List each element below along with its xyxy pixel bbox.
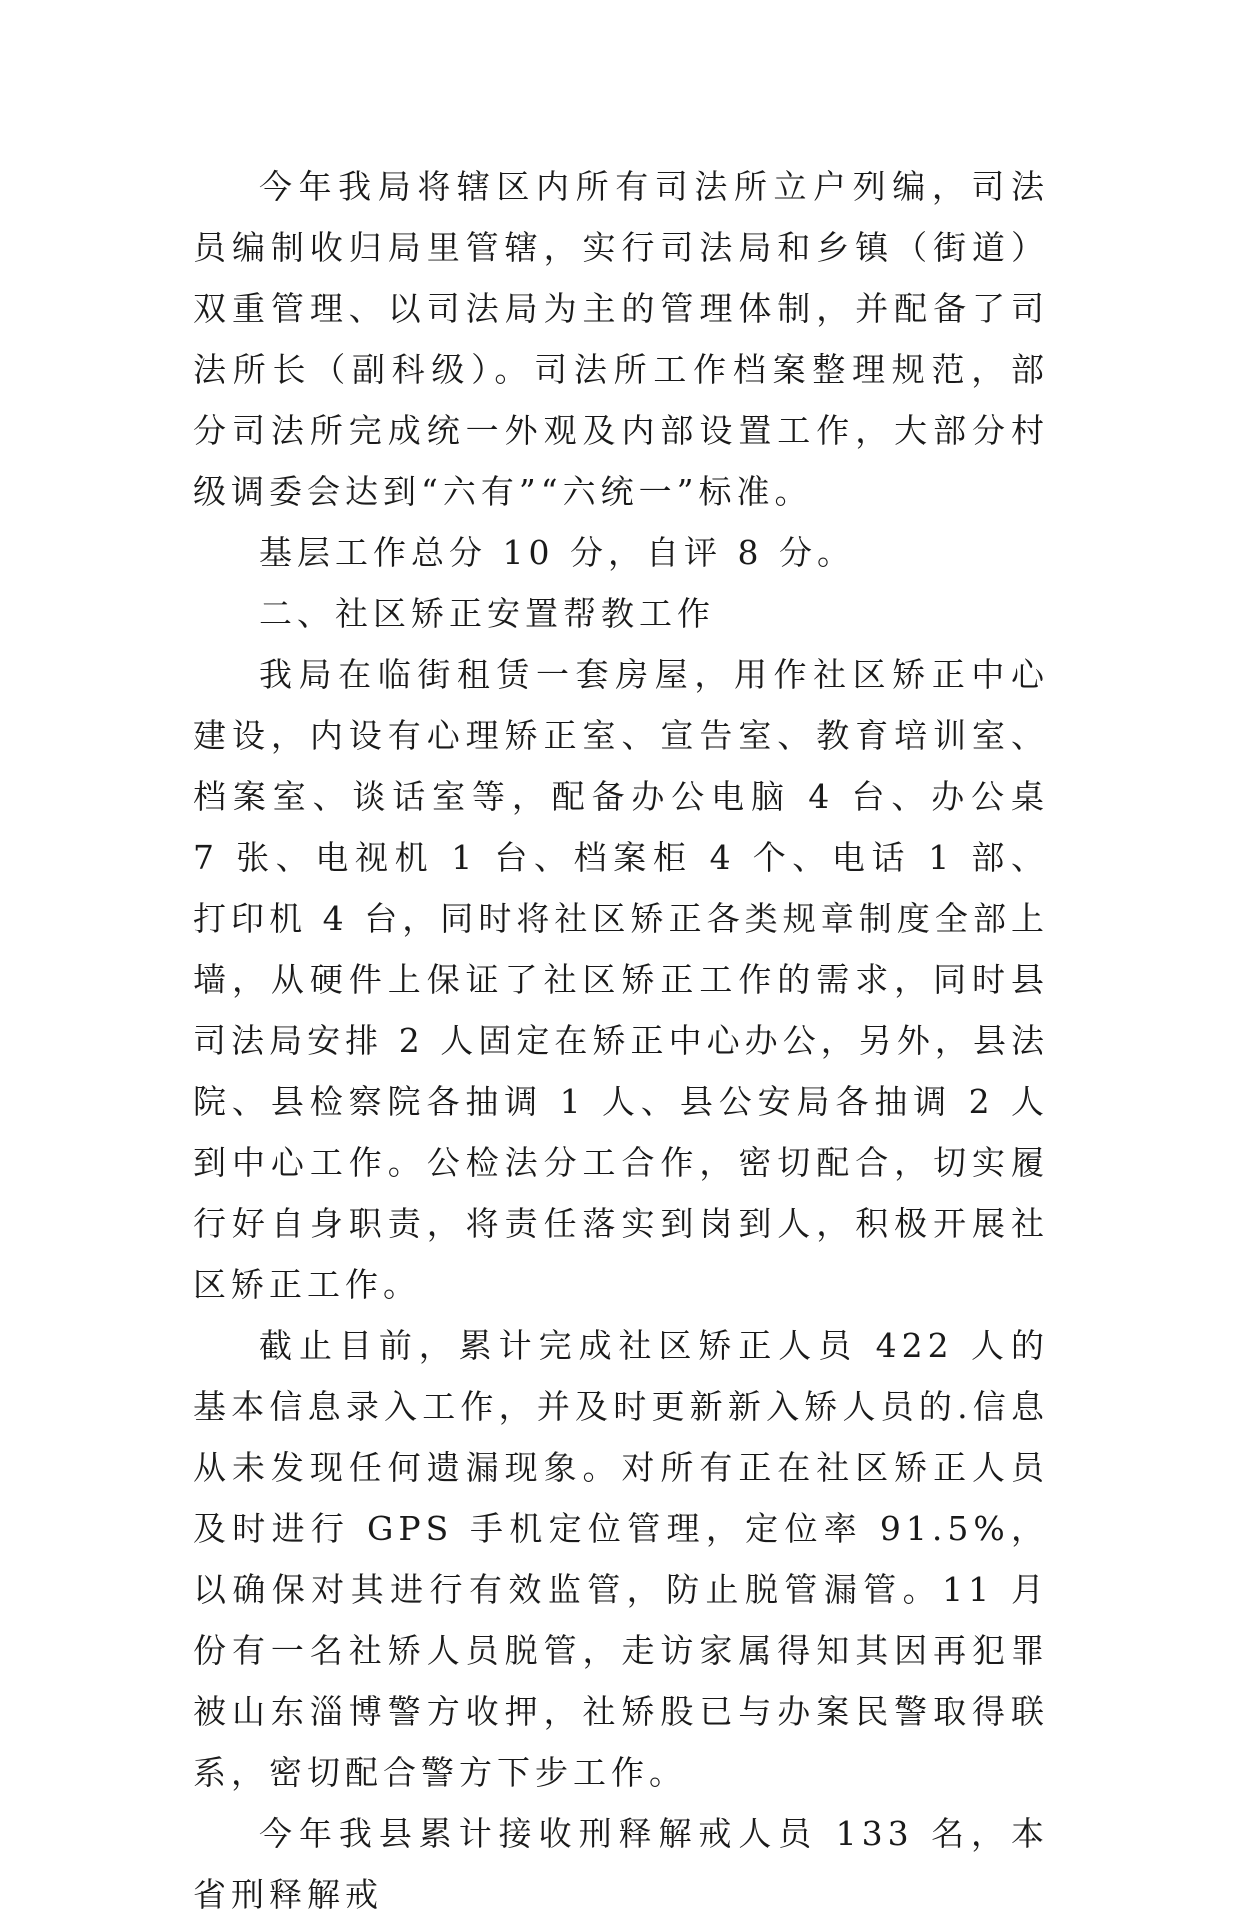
document-body	[193, 156, 1049, 1925]
paragraph-grassroots-score: 基层工作总分 10 分，自评 8 分。	[259, 533, 855, 572]
section-heading-community-correction: 二、社区矫正安置帮教工作	[259, 594, 715, 633]
paragraph-released-persons: 今年我县累计接收刑释解戒人员 133 名，本省刑释解戒	[193, 1814, 1049, 1914]
paragraph-grassroots-management: 今年我局将辖区内所有司法所立户列编，司法员编制收归局里管辖，实行司法局和乡镇（街道）双重管理、以司法局为主的管理体制，并配备了司法所长（副科级）。司法所工作档案整理规范，部分司法所完成统一外观及内部设置工作，大部分村级调委会达到“六有”“六统一”标准。	[193, 167, 1049, 511]
paragraph-correction-statistics: 截止目前，累计完成社区矫正人员 422 人的基本信息录入工作，并及时更新新入矫人员的.信息从未发现任何遗漏现象。对所有正在社区矫正人员及时进行 GPS 手机定位管理，定位率 91.5%，以确保对其进行有效监管，防止脱管漏管。11 月份有一名社矫人员脱管，走访家属得知其因再犯罪被山东淄博警方收押，社矫股已与办案民警取得联系，密切配合警方下步工作。	[193, 1326, 1049, 1792]
paragraph-correction-center: 我局在临街租赁一套房屋，用作社区矫正中心建设，内设有心理矫正室、宣告室、教育培训室、档案室、谈话室等，配备办公电脑 4 台、办公桌 7 张、电视机 1 台、档案柜 4 个、电话 1 部、打印机 4 台，同时将社区矫正各类规章制度全部上墙，从硬件上保证了社区矫正工作的需求，同时县司法局安排 2 人固定在矫正中心办公，另外，县法院、县检察院各抽调 1 人、县公安局各抽调 2 人到中心工作。公检法分工合作，密切配合，切实履行好自身职责，将责任落实到岗到人，积极开展社区矫正工作。	[193, 655, 1049, 1304]
